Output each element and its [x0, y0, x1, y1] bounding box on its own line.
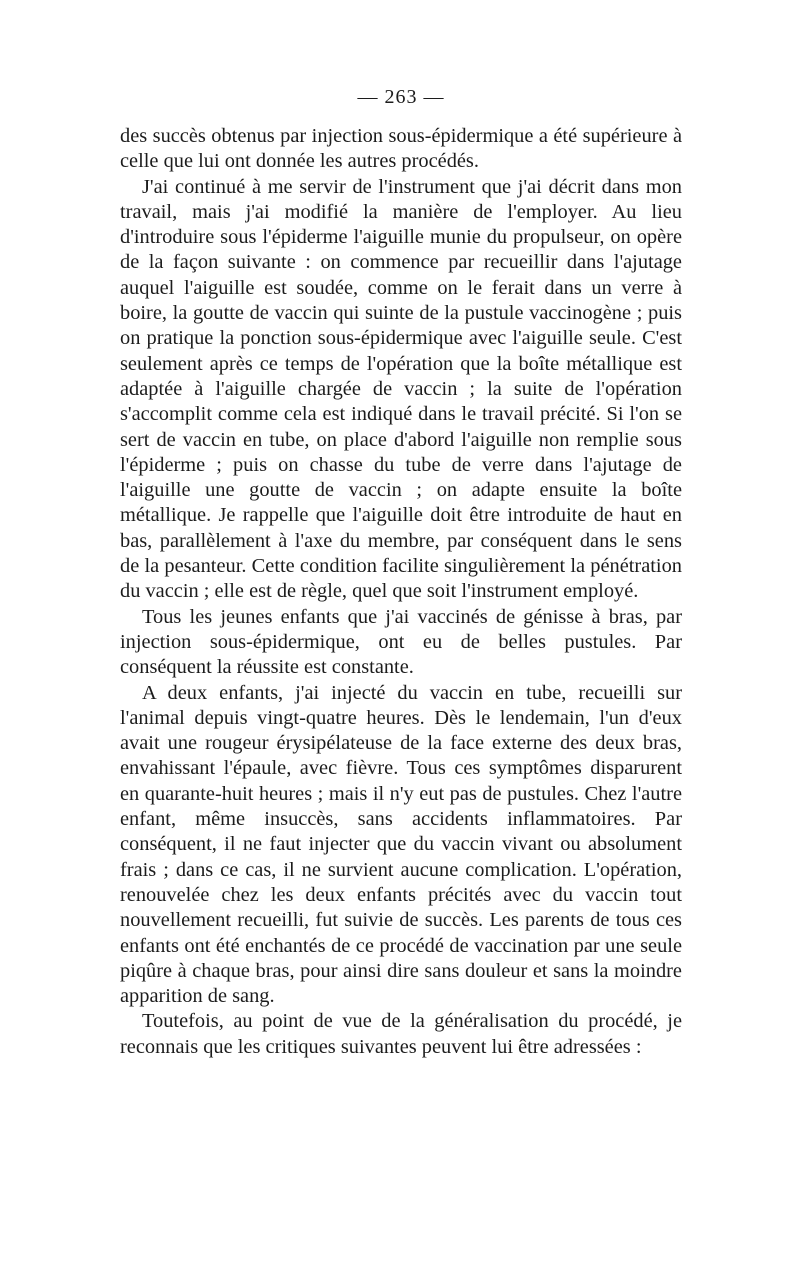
paragraph-4: A deux enfants, j'ai injecté du vaccin en tube, recueilli sur l'animal depuis vingt-quatre heures. Dès le lendemain, l'un d'eux avait une rougeur érysipélateuse de la face externe des deux bras, envahissant l'épaule, avec fièvre. Tous ces symptômes disparurent en quarante-huit heures ; mais il n'y eut pas de pustules. Chez l'autre enfant, même insuccès, sans accidents inflammatoires. Par conséquent, il ne faut injecter que du vaccin vivant ou absolument frais ; dans ce cas, il ne survient aucune complication. L'opération, renouvelée chez les deux enfants précités avec du vaccin tout nouvellement recueilli, fut suivie de succès. Les parents de tous ces enfants ont été enchantés de ce procédé de vaccination par une seule piqûre à chaque bras, pour ainsi dire sans douleur et sans la moindre apparition de sang. [120, 681, 682, 1008]
page-number-header: — 263 — [357, 86, 445, 108]
body-text [120, 124, 682, 1060]
paragraph-1: des succès obtenus par injection sous-épidermique a été supérieure à celle que lui ont donnée les autres procédés. [120, 125, 682, 173]
paragraph-5: Toutefois, au point de vue de la généralisation du procédé, je reconnais que les critiques suivantes peuvent lui être adressées : [120, 1010, 682, 1058]
paragraph-2: J'ai continué à me servir de l'instrument que j'ai décrit dans mon travail, mais j'ai modifié la manière de l'employer. Au lieu d'introduire sous l'épiderme l'aiguille munie du propulseur, on opère de la façon suivante : on commence par recueillir dans l'ajutage auquel l'aiguille est soudée, comme on le ferait dans un verre à boire, la goutte de vaccin qui suinte de la pustule vaccinogène ; puis on pratique la ponction sous-épidermique avec l'aiguille seule. C'est seulement après ce temps de l'opération que la boîte métallique est adaptée à l'aiguille chargée de vaccin ; la suite de l'opération s'accomplit comme cela est indiqué dans le travail précité. Si l'on se sert de vaccin en tube, on place d'abord l'aiguille non remplie sous l'épiderme ; puis on chasse du tube de verre dans l'ajutage de l'aiguille une goutte de vaccin ; on adapte ensuite la boîte métallique. Je rappelle que l'aiguille doit être introduite de haut en bas, parallèlement à l'axe du membre, par conséquent dans le sens de la pesanteur. Cette condition facilite singulièrement la pénétration du vaccin ; elle est de règle, quel que soit l'instrument employé. [120, 175, 682, 603]
book-page [120, 84, 682, 1060]
paragraph-3: Tous les jeunes enfants que j'ai vaccinés de génisse à bras, par injection sous-épidermique, ont eu de belles pustules. Par conséquent la réussite est constante. [120, 605, 682, 679]
